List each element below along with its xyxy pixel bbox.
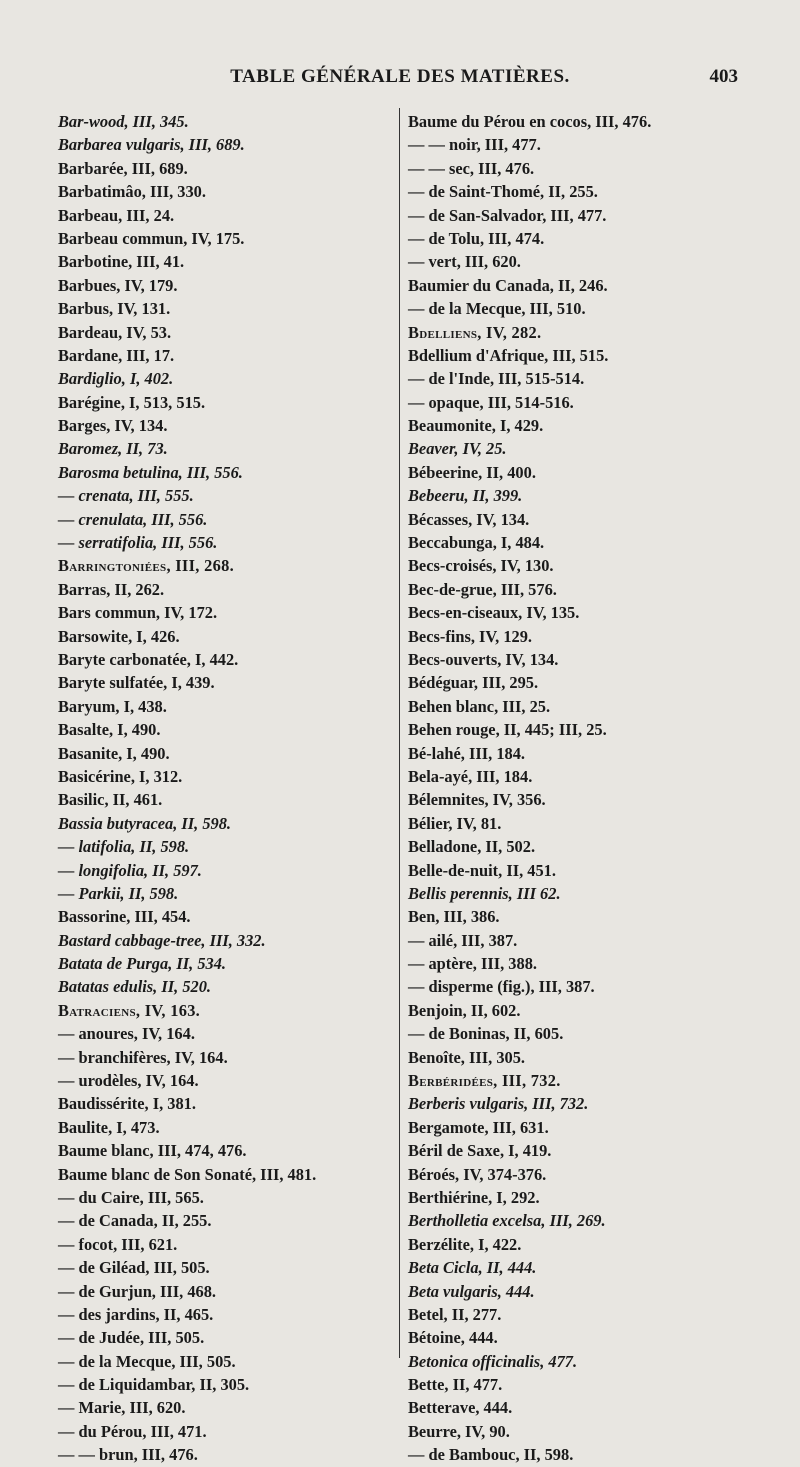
index-entry: Baryte carbonatée, I, 442.	[58, 649, 239, 669]
index-entry: — de Saint-Thomé, II, 255.	[408, 182, 598, 202]
index-entry: Barégine, I, 513, 515.	[58, 392, 206, 412]
index-entry: — de Giléad, III, 505.	[58, 1258, 210, 1278]
index-entry: Berthiérine, I, 292.	[408, 1187, 540, 1207]
index-entry: — de Tolu, III, 474.	[408, 228, 545, 248]
index-entry: Belladone, II, 502.	[408, 837, 536, 857]
index-entry: Baromez, II, 73.	[58, 439, 168, 459]
index-entry: — des jardins, II, 465.	[58, 1304, 214, 1324]
index-entry: Betterave, 444.	[408, 1398, 513, 1418]
index-entry: Béril de Saxe, I, 419.	[408, 1141, 552, 1161]
index-entry: Bdellium d'Afrique, III, 515.	[408, 345, 609, 365]
index-entry: Barges, IV, 134.	[58, 416, 168, 436]
index-entry: Becs-fins, IV, 129.	[408, 626, 533, 646]
index-entry: Baume blanc de Son Sonaté, III, 481.	[58, 1164, 317, 1184]
index-entry: Behen rouge, II, 445; III, 25.	[408, 720, 607, 740]
index-entry: Béroés, IV, 374-376.	[408, 1164, 547, 1184]
index-entry: Baume du Pérou en cocos, III, 476.	[408, 112, 652, 131]
index-entry: Baulite, I, 473.	[58, 1117, 160, 1137]
index-entry: Bardane, III, 17.	[58, 345, 175, 365]
index-entry: Bdelliens, IV, 282.	[408, 322, 542, 342]
index-entry: — vert, III, 620.	[408, 252, 521, 272]
index-entry: Bébeerine, II, 400.	[408, 462, 536, 482]
index-entry: Bergamote, III, 631.	[408, 1117, 549, 1137]
index-entry: — Parkii, II, 598.	[58, 883, 179, 903]
index-entry: — de Canada, II, 255.	[58, 1211, 212, 1231]
index-entry: Bastard cabbage-tree, III, 332.	[58, 930, 266, 950]
index-entry: — Marie, III, 620.	[58, 1398, 186, 1418]
index-entry: — du Caire, III, 565.	[58, 1187, 204, 1207]
index-entry: Baryum, I, 438.	[58, 696, 167, 716]
index-column-left	[58, 110, 388, 1467]
index-column-right	[408, 110, 748, 1467]
index-entry: Bardiglio, I, 402.	[58, 369, 174, 389]
index-entry: Bardeau, IV, 53.	[58, 322, 172, 342]
index-entry: Ben, III, 386.	[408, 907, 500, 927]
index-entry: — serratifolia, III, 556.	[58, 533, 218, 553]
index-entry: — du Pérou, III, 471.	[58, 1421, 207, 1441]
index-entry: — branchifères, IV, 164.	[58, 1047, 228, 1067]
index-entry: — crenata, III, 555.	[58, 486, 194, 506]
index-entry: — urodèles, IV, 164.	[58, 1071, 199, 1091]
index-entry: Berbéridées, III, 732.	[408, 1071, 561, 1091]
index-entry: Beccabunga, I, 484.	[408, 533, 545, 553]
index-entry: Baume blanc, III, 474, 476.	[58, 1141, 247, 1161]
index-entry: — de Judée, III, 505.	[58, 1328, 205, 1348]
index-entry: Belle-de-nuit, II, 451.	[408, 860, 556, 880]
index-entry: — longifolia, II, 597.	[58, 860, 202, 880]
index-entry: Baryte sulfatée, I, 439.	[58, 673, 215, 693]
index-entry: — latifolia, II, 598.	[58, 837, 190, 857]
index-entry: Barras, II, 262.	[58, 579, 165, 599]
index-entry: Bette, II, 477.	[408, 1375, 503, 1395]
index-entry: Betonica officinalis, 477.	[408, 1351, 578, 1371]
index-entry: Baudissérite, I, 381.	[58, 1094, 196, 1114]
index-entry: Bars commun, IV, 172.	[58, 603, 218, 623]
index-entry: — — noir, III, 477.	[408, 135, 541, 155]
index-entry: Baumier du Canada, II, 246.	[408, 275, 608, 295]
index-entry: — — sec, III, 476.	[408, 158, 535, 178]
index-entry: Barbarée, III, 689.	[58, 158, 188, 178]
page-number: 403	[709, 66, 738, 87]
index-entry: Bassia butyracea, II, 598.	[58, 813, 232, 833]
index-entry: Basicérine, I, 312.	[58, 766, 183, 786]
index-entry: Bar-wood, III, 345.	[58, 112, 189, 131]
index-entry: — anoures, IV, 164.	[58, 1024, 195, 1044]
index-entry: Beaver, IV, 25.	[408, 439, 507, 459]
index-entry: Beaumonite, I, 429.	[408, 416, 544, 436]
index-entry: — de Boninas, II, 605.	[408, 1024, 564, 1044]
index-entry: Batata de Purga, II, 534.	[58, 954, 227, 974]
index-entry: Becs-croisés, IV, 130.	[408, 556, 554, 576]
index-entry: Barbarea vulgaris, III, 689.	[58, 135, 245, 155]
index-entry: Barringtoniées, III, 268.	[58, 556, 234, 576]
index-entry: Barosma betulina, III, 556.	[58, 462, 243, 482]
index-entry: Bebeeru, II, 399.	[408, 486, 523, 506]
index-entry: — ailé, III, 387.	[408, 930, 518, 950]
index-entry: Batatas edulis, II, 520.	[58, 977, 212, 997]
index-entry: Bélier, IV, 81.	[408, 813, 502, 833]
running-title: TABLE GÉNÉRALE DES MATIÈRES.	[230, 66, 570, 87]
index-entry: — crenulata, III, 556.	[58, 509, 208, 529]
index-entry: — de la Mecque, III, 505.	[58, 1351, 236, 1371]
index-entry: Bélemnites, IV, 356.	[408, 790, 546, 810]
index-entry: Barbeau, III, 24.	[58, 205, 175, 225]
index-entry: — de Gurjun, III, 468.	[58, 1281, 217, 1301]
index-entry: Berberis vulgaris, III, 732.	[408, 1094, 589, 1114]
index-entry: Basanite, I, 490.	[58, 743, 170, 763]
index-entry: Barsowite, I, 426.	[58, 626, 180, 646]
index-entry: Beta vulgaris, 444.	[408, 1281, 535, 1301]
index-entry: Bertholletia excelsa, III, 269.	[408, 1211, 606, 1231]
index-entry: — de Liquidambar, II, 305.	[58, 1375, 250, 1395]
page-header	[0, 66, 800, 96]
index-entry: — — brun, III, 476.	[58, 1445, 198, 1465]
index-entry: Basilic, II, 461.	[58, 790, 163, 810]
index-entry: Beta Cicla, II, 444.	[408, 1258, 537, 1278]
index-entry: Beurre, IV, 90.	[408, 1421, 510, 1441]
index-entry: Basalte, I, 490.	[58, 720, 161, 740]
index-entry: Betel, II, 277.	[408, 1304, 502, 1324]
index-entry: Barbues, IV, 179.	[58, 275, 178, 295]
index-entry: Bec-de-grue, III, 576.	[408, 579, 557, 599]
index-entry: — de Bambouc, II, 598.	[408, 1445, 574, 1465]
index-entry: — opaque, III, 514-516.	[408, 392, 574, 412]
index-entry: Berzélite, I, 422.	[408, 1234, 522, 1254]
index-entry: Behen blanc, III, 25.	[408, 696, 551, 716]
index-entry: — aptère, III, 388.	[408, 954, 537, 974]
index-entry: — de l'Inde, III, 515-514.	[408, 369, 585, 389]
index-entry: Barbus, IV, 131.	[58, 299, 171, 319]
index-entry: Batraciens, IV, 163.	[58, 1000, 201, 1020]
index-entry: — de la Mecque, III, 510.	[408, 299, 586, 319]
index-entry: Becs-ouverts, IV, 134.	[408, 649, 559, 669]
index-entry: Bellis perennis, III 62.	[408, 883, 561, 903]
index-entry: Bécasses, IV, 134.	[408, 509, 530, 529]
index-entry: Barbotine, III, 41.	[58, 252, 185, 272]
column-divider	[399, 108, 400, 1358]
index-entry: — disperme (fig.), III, 387.	[408, 977, 595, 997]
index-entry: — focot, III, 621.	[58, 1234, 178, 1254]
index-entry: Barbatimâo, III, 330.	[58, 182, 206, 202]
index-entry: Benoîte, III, 305.	[408, 1047, 526, 1067]
index-entry: — de San-Salvador, III, 477.	[408, 205, 607, 225]
index-entry: Bé-lahé, III, 184.	[408, 743, 526, 763]
index-entry: Bela-ayé, III, 184.	[408, 766, 533, 786]
index-entry: Becs-en-ciseaux, IV, 135.	[408, 603, 580, 623]
index-entry: Barbeau commun, IV, 175.	[58, 228, 245, 248]
index-entry: Bassorine, III, 454.	[58, 907, 191, 927]
index-entry: Bétoine, 444.	[408, 1328, 498, 1348]
index-entry: Benjoin, II, 602.	[408, 1000, 521, 1020]
index-entry: Bédéguar, III, 295.	[408, 673, 539, 693]
